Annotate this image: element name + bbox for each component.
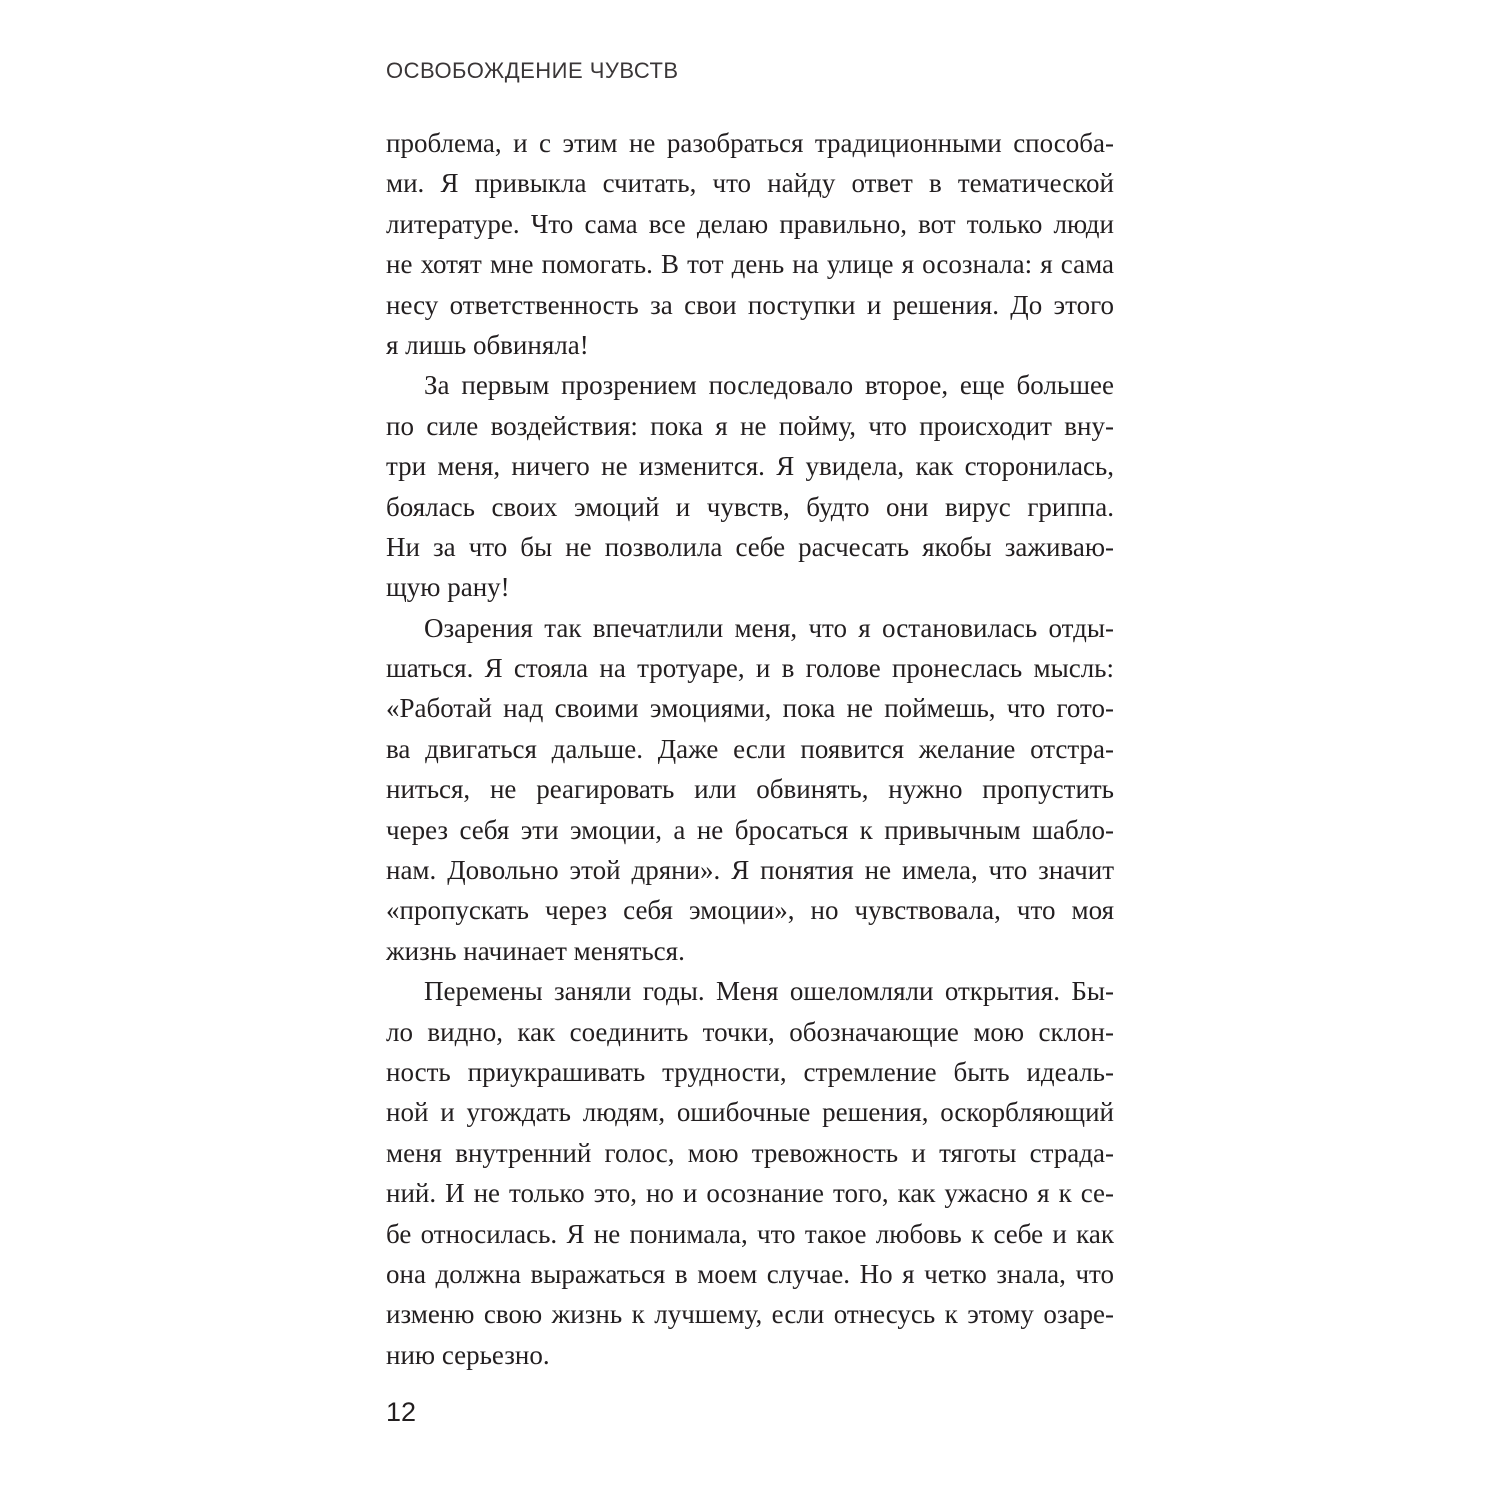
text-line: нам. Довольно этой дряни». Я понятия не имела, что значит bbox=[386, 855, 1114, 886]
text-line: изменю свою жизнь к лучшему, если отнесусь к этому озаре- bbox=[386, 1299, 1114, 1330]
text-line: ми. Я привыкла считать, что найду ответ в тематической bbox=[386, 168, 1114, 199]
text-line: три меня, ничего не изменится. Я увидела, как сторонилась, bbox=[386, 451, 1114, 482]
page-number: 12 bbox=[386, 1397, 417, 1427]
text-line: «пропускать через себя эмоции», но чувствовала, что моя bbox=[386, 895, 1114, 926]
text-line: по силе воздействия: пока я не пойму, что происходит вну- bbox=[386, 410, 1114, 441]
text-line: жизнь начинает меняться. bbox=[386, 935, 685, 966]
body-text bbox=[386, 123, 1114, 1375]
paragraph-1 bbox=[386, 123, 1114, 365]
text-line: меня внутренний голос, мою тревожность и тяготы страда- bbox=[386, 1137, 1114, 1168]
text-line: ний. И не только это, но и осознание того, как ужасно я к се- bbox=[386, 1178, 1114, 1209]
text-line: Ни за что бы не позволила себе расчесать якобы заживаю- bbox=[386, 531, 1114, 562]
running-header: ОСВОБОЖДЕНИЕ ЧУВСТВ bbox=[386, 58, 679, 83]
text-line: щую рану! bbox=[386, 572, 510, 603]
text-line: ной и угождать людям, ошибочные решения, оскорбляющий bbox=[386, 1097, 1114, 1128]
text-line: через себя эти эмоции, а не бросаться к привычным шабло- bbox=[386, 814, 1114, 845]
text-line: нию серьезно. bbox=[386, 1339, 550, 1370]
text-line: ва двигаться дальше. Даже если появится желание отстра- bbox=[386, 733, 1114, 764]
text-line: Перемены заняли годы. Меня ошеломляли открытия. Бы- bbox=[424, 976, 1114, 1007]
text-line: бе относилась. Я не понимала, что такое любовь к себе и как bbox=[386, 1218, 1114, 1249]
text-line: литературе. Что сама все делаю правильно, вот только люди bbox=[386, 208, 1114, 239]
text-line: проблема, и с этим не разобраться традиционными способа- bbox=[386, 128, 1114, 158]
text-line: не хотят мне помогать. В тот день на улице я осознала: я сама bbox=[386, 249, 1114, 280]
text-line: шаться. Я стояла на тротуаре, и в голове пронеслась мысль: bbox=[386, 653, 1114, 684]
text-line: ность приукрашивать трудности, стремление быть идеаль- bbox=[386, 1056, 1114, 1087]
text-line: она должна выражаться в моем случае. Но я четко знала, что bbox=[386, 1258, 1114, 1289]
paragraph-2 bbox=[386, 365, 1114, 607]
text-line: несу ответственность за свои поступки и решения. До этого bbox=[386, 289, 1114, 320]
text-line: «Работай над своими эмоциями, пока не поймешь, что гото- bbox=[386, 693, 1114, 724]
text-line: я лишь обвиняла! bbox=[386, 329, 589, 360]
text-line: ниться, не реагировать или обвинять, нужно пропустить bbox=[386, 774, 1114, 805]
text-line: За первым прозрением последовало второе, еще большее bbox=[424, 370, 1114, 401]
paragraph-3 bbox=[386, 608, 1114, 972]
paragraph-4 bbox=[386, 971, 1114, 1375]
text-line: ло видно, как соединить точки, обозначающие мою склон- bbox=[386, 1016, 1114, 1047]
text-line: боялась своих эмоций и чувств, будто они вирус гриппа. bbox=[386, 491, 1114, 522]
text-line: Озарения так впечатлили меня, что я остановилась отды- bbox=[424, 612, 1114, 643]
